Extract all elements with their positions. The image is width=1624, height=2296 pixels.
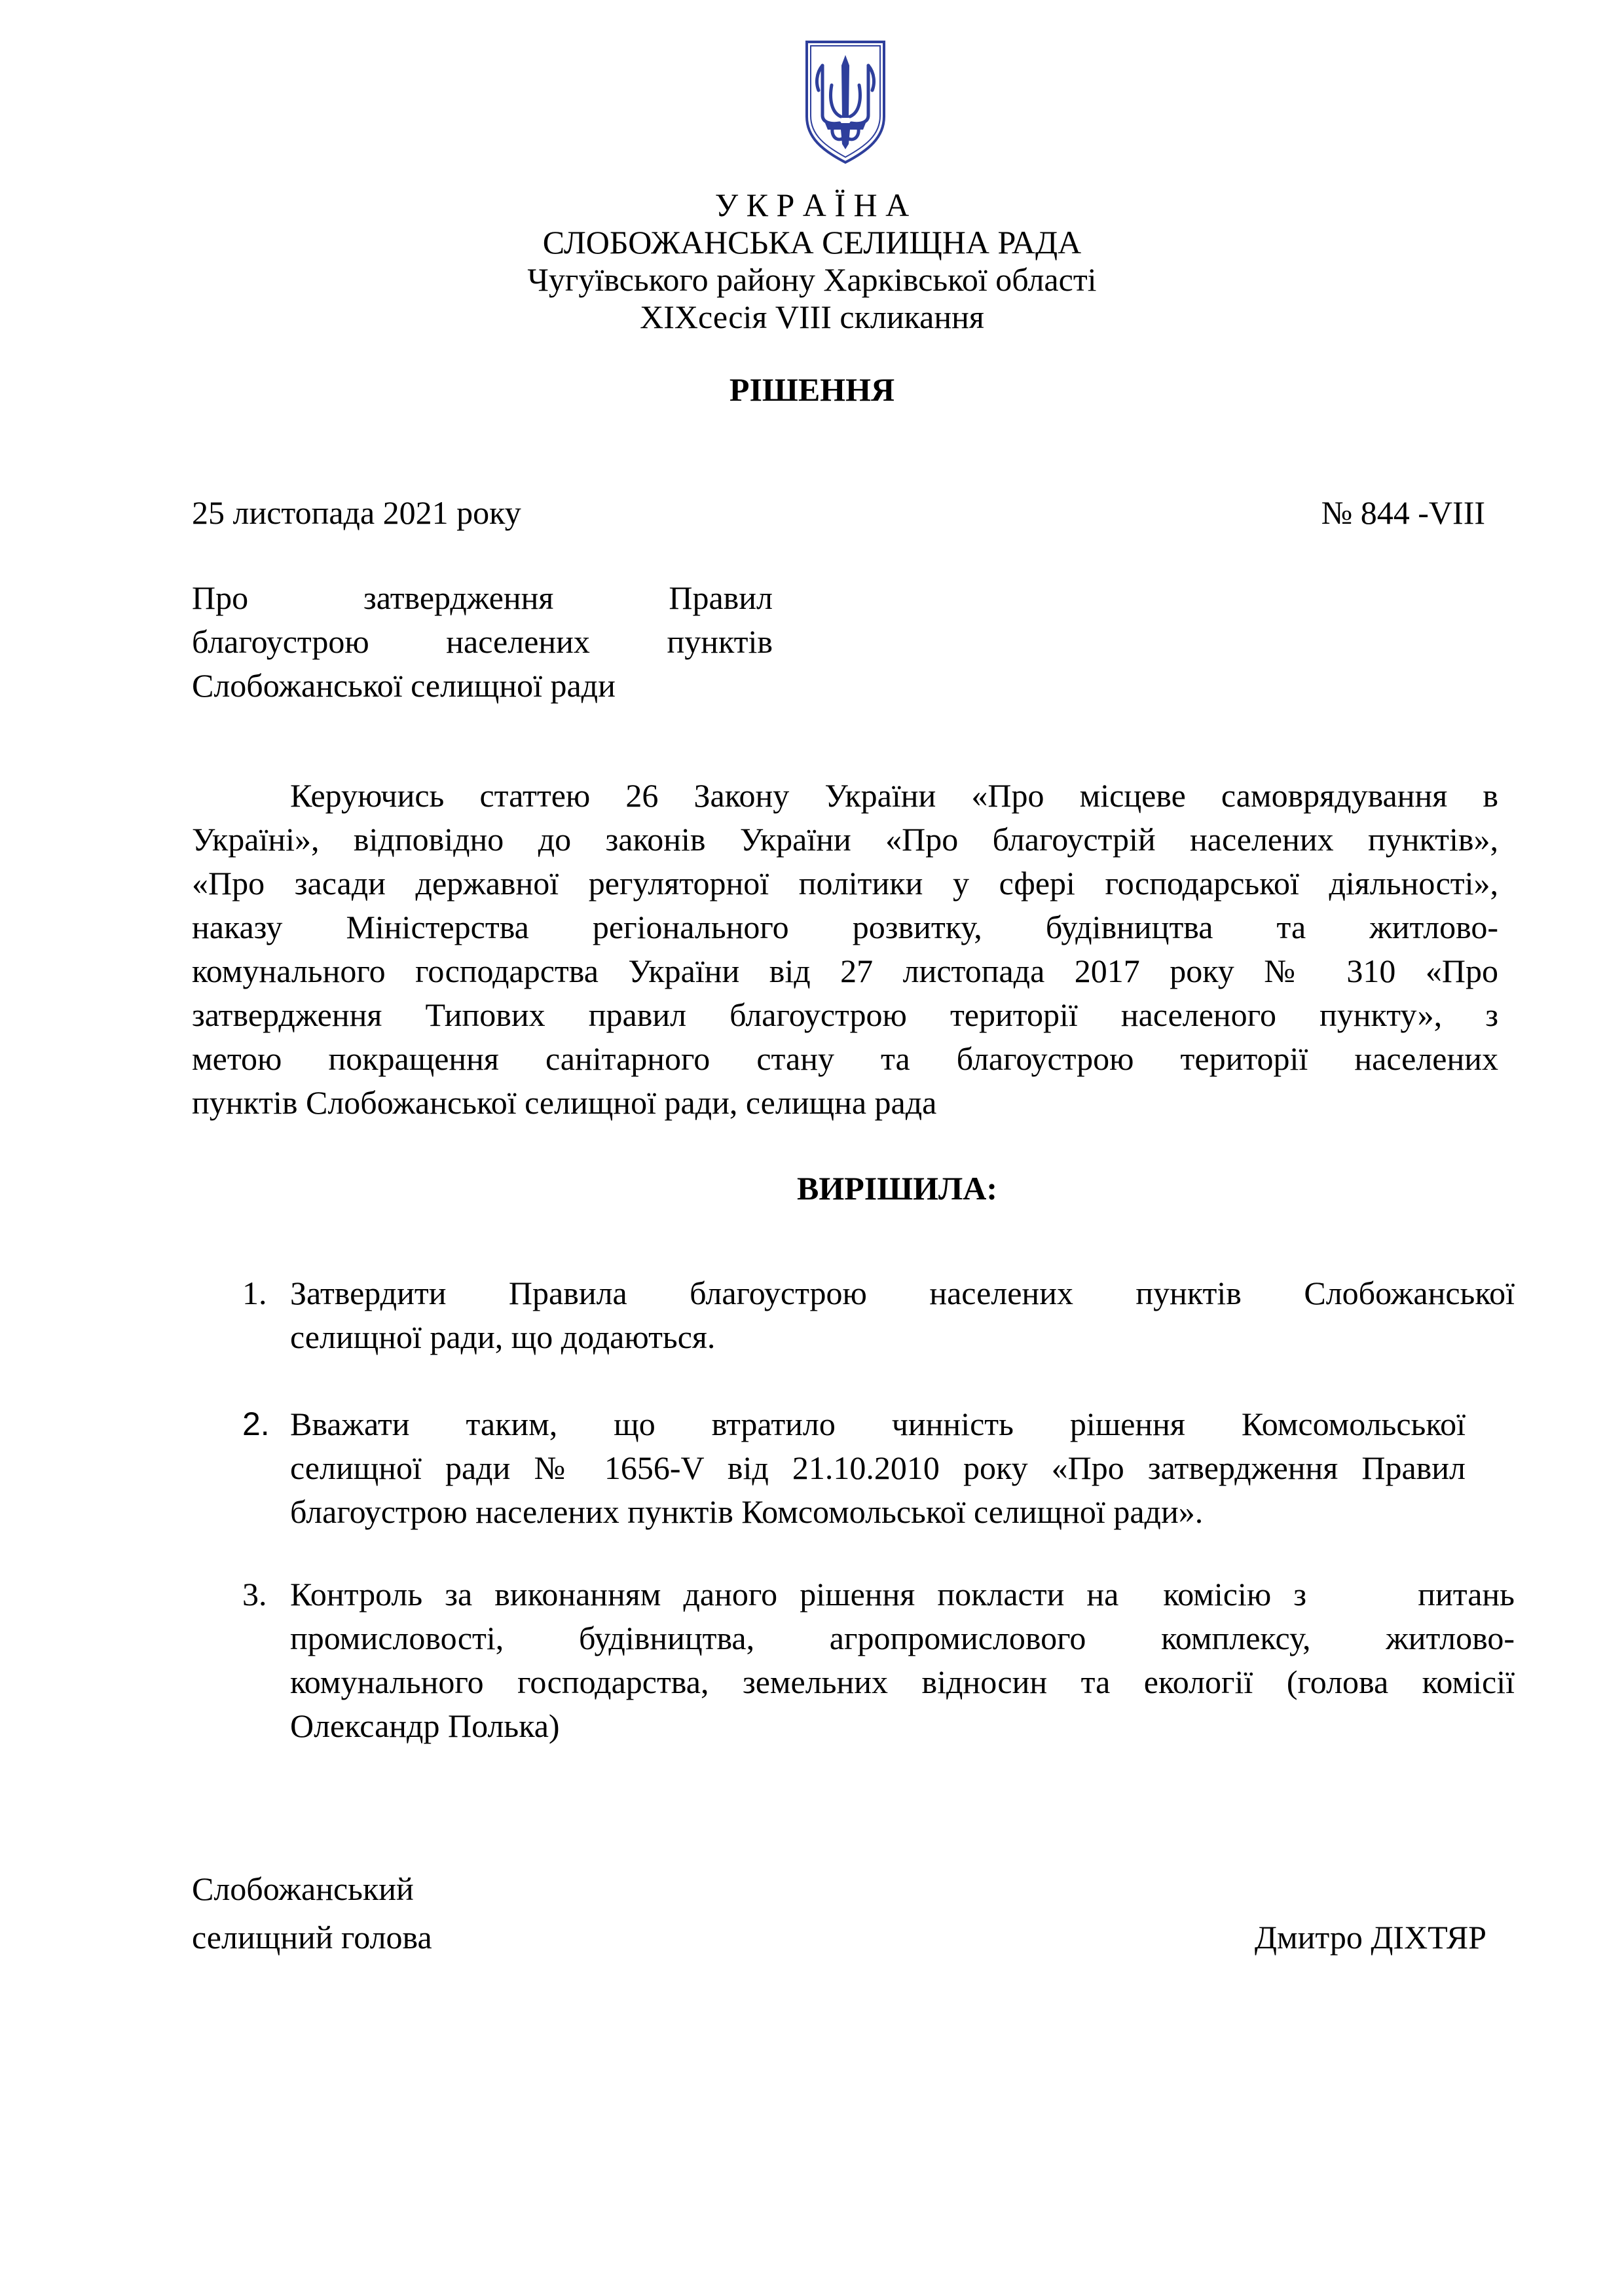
item-line: промисловості, будівництва, агропромислового комплексу, житлово- [290, 1620, 1515, 1656]
preamble-line: комунального господарства України від 27 листопада 2017 року № 310 «Про [192, 953, 1498, 989]
decision-date: 25 листопада 2021 року [192, 494, 521, 531]
coat-of-arms-icon [803, 39, 888, 165]
decision-number: № 844 -VIII [1321, 494, 1485, 531]
subject-word: населених [446, 623, 590, 660]
council-name: СЛОБОЖАНСЬКА СЕЛИЩНА РАДА [542, 224, 1082, 261]
subject-line-3: Слобожанської селищної ради [192, 667, 616, 704]
item-number: 3. [242, 1576, 267, 1613]
preamble-line: Керуючись статтею 26 Закону України «Про місцеве самоврядування в [290, 777, 1498, 814]
preamble-line: наказу Міністерства регіонального розвитку, будівництва та житлово- [192, 909, 1498, 945]
country-name: У К Р А Ї Н А [714, 187, 910, 223]
item-number: 2. [242, 1406, 270, 1442]
item-line: Вважати таким, що втратило чинність рішення Комсомольської [290, 1406, 1466, 1442]
decided-heading: ВИРІШИЛА: [796, 1170, 998, 1207]
item-number: 1. [242, 1275, 267, 1311]
item-line: селищної ради, що додаються. [290, 1319, 716, 1355]
item-line: селищної ради № 1656-V від 21.10.2010 року «Про затвердження Правил [290, 1449, 1466, 1486]
signatory-title: Слобожанський [192, 1870, 414, 1907]
preamble-line: Україні», відповідно до законів України «Про благоустрій населених пунктів», [192, 821, 1498, 858]
subject-line-2 [192, 619, 773, 665]
subject-line-1 [192, 575, 773, 621]
preamble-line: метою покращення санітарного стану та благоустрою території населених [192, 1040, 1498, 1077]
preamble-line: затвердження Типових правил благоустрою території населеного пункту», з [192, 996, 1498, 1033]
session-name: XIXсесія VIII скликання [640, 299, 984, 335]
document-type: РІШЕННЯ [729, 371, 895, 408]
subject-word: Правил [669, 579, 773, 616]
subject-word: благоустрою [192, 623, 369, 660]
signatory-name: Дмитро ДІХТЯР [1254, 1919, 1486, 1956]
subject-word: Про [192, 579, 249, 616]
preamble-line: пунктів Слобожанської селищної ради, селищна рада [192, 1084, 937, 1121]
signatory-title: селищний голова [192, 1919, 432, 1956]
district-name: Чугуївського району Харківської області [527, 261, 1097, 298]
item-line: благоустрою населених пунктів Комсомольської селищної ради». [290, 1493, 1204, 1530]
subject-word: пунктів [667, 623, 773, 660]
preamble-line: «Про засади державної регуляторної політики у сфері господарської діяльності», [192, 865, 1498, 902]
subject-word: затвердження [363, 579, 554, 616]
item-line: Контроль за виконанням даного рішення покласти на комісію з питань [290, 1576, 1515, 1613]
item-line: комунального господарства, земельних відносин та екології (голова комісії [290, 1664, 1515, 1700]
item-line: Олександр Полька) [290, 1707, 560, 1744]
item-line: Затвердити Правила благоустрою населених пунктів Слобожанської [290, 1275, 1515, 1311]
